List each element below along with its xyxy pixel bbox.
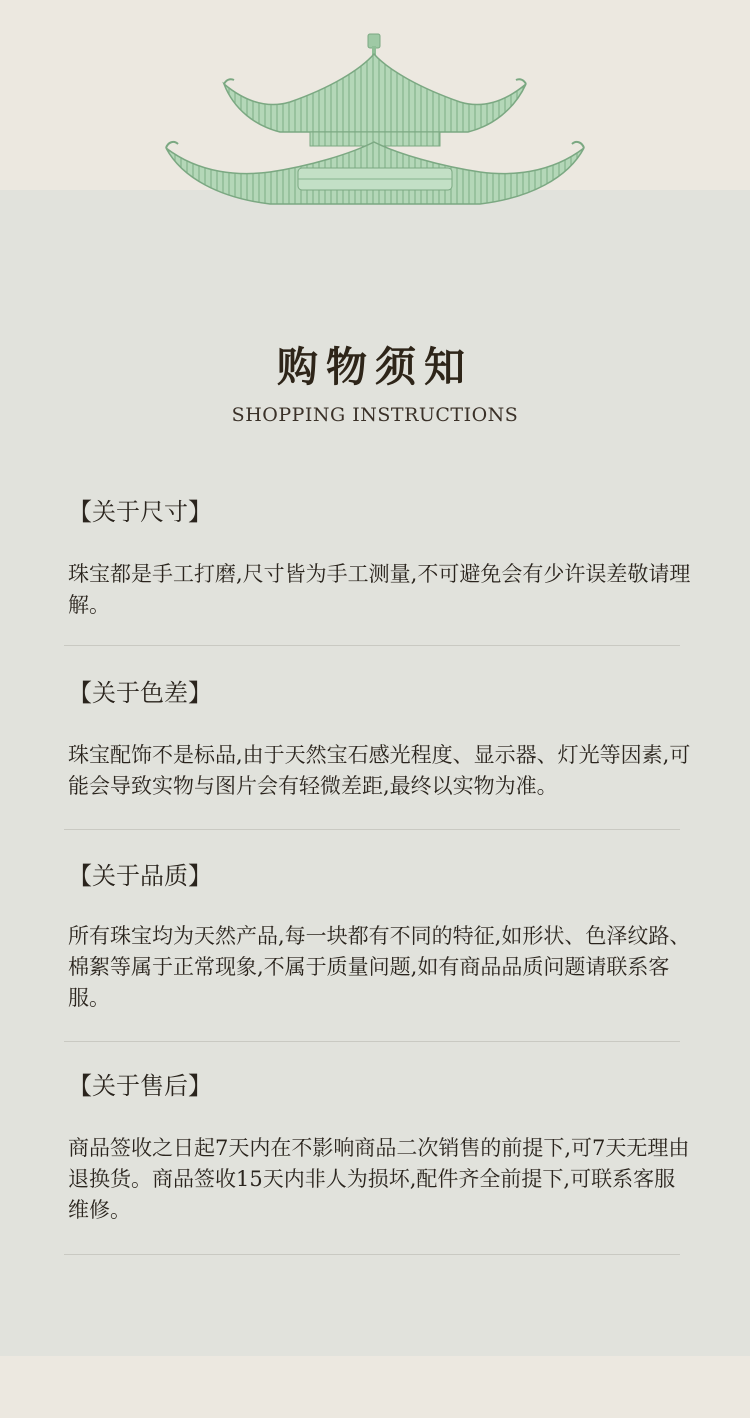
page-subtitle: SHOPPING INSTRUCTIONS [231,404,519,426]
section-body: 珠宝配饰不是标品,由于天然宝石感光程度、显示器、灯光等因素,可能会导致实物与图片会有轻微差距,最终以实物为准。 [68,743,691,798]
section-divider [64,645,680,646]
section-heading: 【关于售后】 [68,1072,212,1100]
section-divider [64,1254,680,1255]
section-size [68,497,691,617]
section-heading: 【关于尺寸】 [68,498,212,526]
section-quality [68,861,691,1010]
page-title: 购物须知 [277,343,473,391]
section-divider [64,1041,680,1042]
section-heading: 【关于色差】 [68,679,212,707]
section-body: 珠宝都是手工打磨,尺寸皆为手工测量,不可避免会有少许误差敬请理解。 [68,562,691,617]
section-body: 商品签收之日起7天内在不影响商品二次销售的前提下,可7天无理由退换货。商品签收15天内非人为损坏,配件齐全前提下,可联系客服维修。 [68,1136,690,1222]
section-body: 所有珠宝均为天然产品,每一块都有不同的特征,如形状、色泽纹路、棉絮等属于正常现象,不属于质量问题,如有商品品质问题请联系客服。 [68,924,691,1010]
section-color-difference [68,678,691,798]
pavilion-roof-icon [160,30,590,210]
section-divider [64,829,680,830]
section-heading: 【关于品质】 [68,862,212,890]
section-after-sales [68,1071,690,1222]
